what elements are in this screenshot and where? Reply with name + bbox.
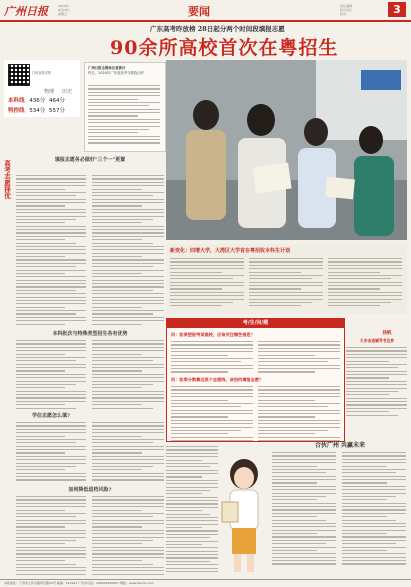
text-column <box>92 496 164 577</box>
qa-box <box>166 318 345 442</box>
section-heading-3: 学位志愿怎么填? <box>32 413 70 419</box>
text-column <box>249 258 323 309</box>
student-illustration <box>218 456 270 576</box>
intro-box <box>84 62 166 152</box>
text-column <box>92 340 164 411</box>
qa-title: 考/生/问/题 <box>167 319 344 328</box>
score-row-undergrad <box>8 96 65 104</box>
headline-main: 90余所高校首次在粤招生 <box>110 37 339 59</box>
score-value: 557分 <box>49 108 66 114</box>
text-column <box>92 422 164 483</box>
text-column <box>16 496 86 577</box>
vertical-title: 高考志愿择优 <box>3 160 11 199</box>
text-column <box>16 175 86 327</box>
text-column <box>258 386 340 443</box>
score-value: 464分 <box>49 98 66 104</box>
text-column <box>342 452 406 567</box>
row-label: 本科线 <box>8 98 25 104</box>
banner-heading: 新变化：四增大学，大湾区大学首在粤招收本科生计划 <box>170 248 291 254</box>
text-column <box>16 340 86 411</box>
editor-credits: 责任编辑 版式设计 校对 <box>340 4 353 16</box>
score-value: 534分 <box>29 108 46 114</box>
score-value: 436分 <box>29 98 46 104</box>
text-column <box>170 258 244 309</box>
qr-caption: 扫码查看详情 <box>32 71 52 75</box>
text-column <box>92 175 164 327</box>
section-heading-1: 填报志愿务必做好"三个一"更置 <box>54 157 126 163</box>
text-column <box>272 452 336 567</box>
text-column <box>346 347 407 418</box>
text-column <box>171 341 253 375</box>
text-column <box>16 422 86 483</box>
footer: 本报地址：广州市人民中路同乐路10号 邮编：510121 广告许可证：440000100007 网址：www.dayoo.com <box>0 579 411 587</box>
photo-illustration <box>166 60 407 240</box>
headline-kicker: 广东高考昨放榜 28日起分两个时间段填报志愿 <box>150 25 285 33</box>
issue-date: 2024年 6月28日 星期五 <box>58 4 70 16</box>
subject-header-history: 历史 <box>62 89 73 95</box>
text-column <box>171 386 253 443</box>
intro-body: 昨日，2024年广东省高考分数线出炉 <box>88 70 145 75</box>
score-row-special <box>8 106 65 114</box>
left-column <box>16 150 164 166</box>
row-label: 特控线 <box>8 108 25 114</box>
subject-header-physics: 物理 <box>44 89 55 95</box>
right-article <box>272 440 408 574</box>
intro-heading: 广州日报全媒体记者黄丹 <box>88 66 126 70</box>
page-number: 3 <box>388 2 406 17</box>
right-small-heading-2: 大步击退辅导书边界 <box>359 338 395 343</box>
right-small-heading-1: 扬帆 <box>382 331 392 336</box>
score-panel <box>4 60 80 117</box>
main-photo <box>166 60 407 240</box>
masthead <box>0 0 411 22</box>
intro-text-block <box>88 85 160 146</box>
student-figure-icon <box>218 456 270 576</box>
section-heading-4: 如何降低退档风险? <box>68 487 112 493</box>
text-column <box>328 258 402 309</box>
right-article-heading: 合伙广州 共赢未来 <box>314 442 366 449</box>
qa-question-2: 问：如果分数靠近某个志愿线，该如何填报志愿？ <box>171 377 264 382</box>
section-title: 要闻 <box>188 5 210 18</box>
text-column <box>258 341 340 375</box>
news-banner <box>166 244 407 314</box>
newspaper-logo: 广州日报 <box>4 5 48 18</box>
section-heading-2: 本科批次与特殊类型招生各有优势 <box>52 331 128 337</box>
qr-code-icon[interactable] <box>8 64 30 86</box>
text-column <box>166 446 218 574</box>
qa-question-1: 问：如果想报考某高校，应该关注哪些信息？ <box>171 332 255 337</box>
